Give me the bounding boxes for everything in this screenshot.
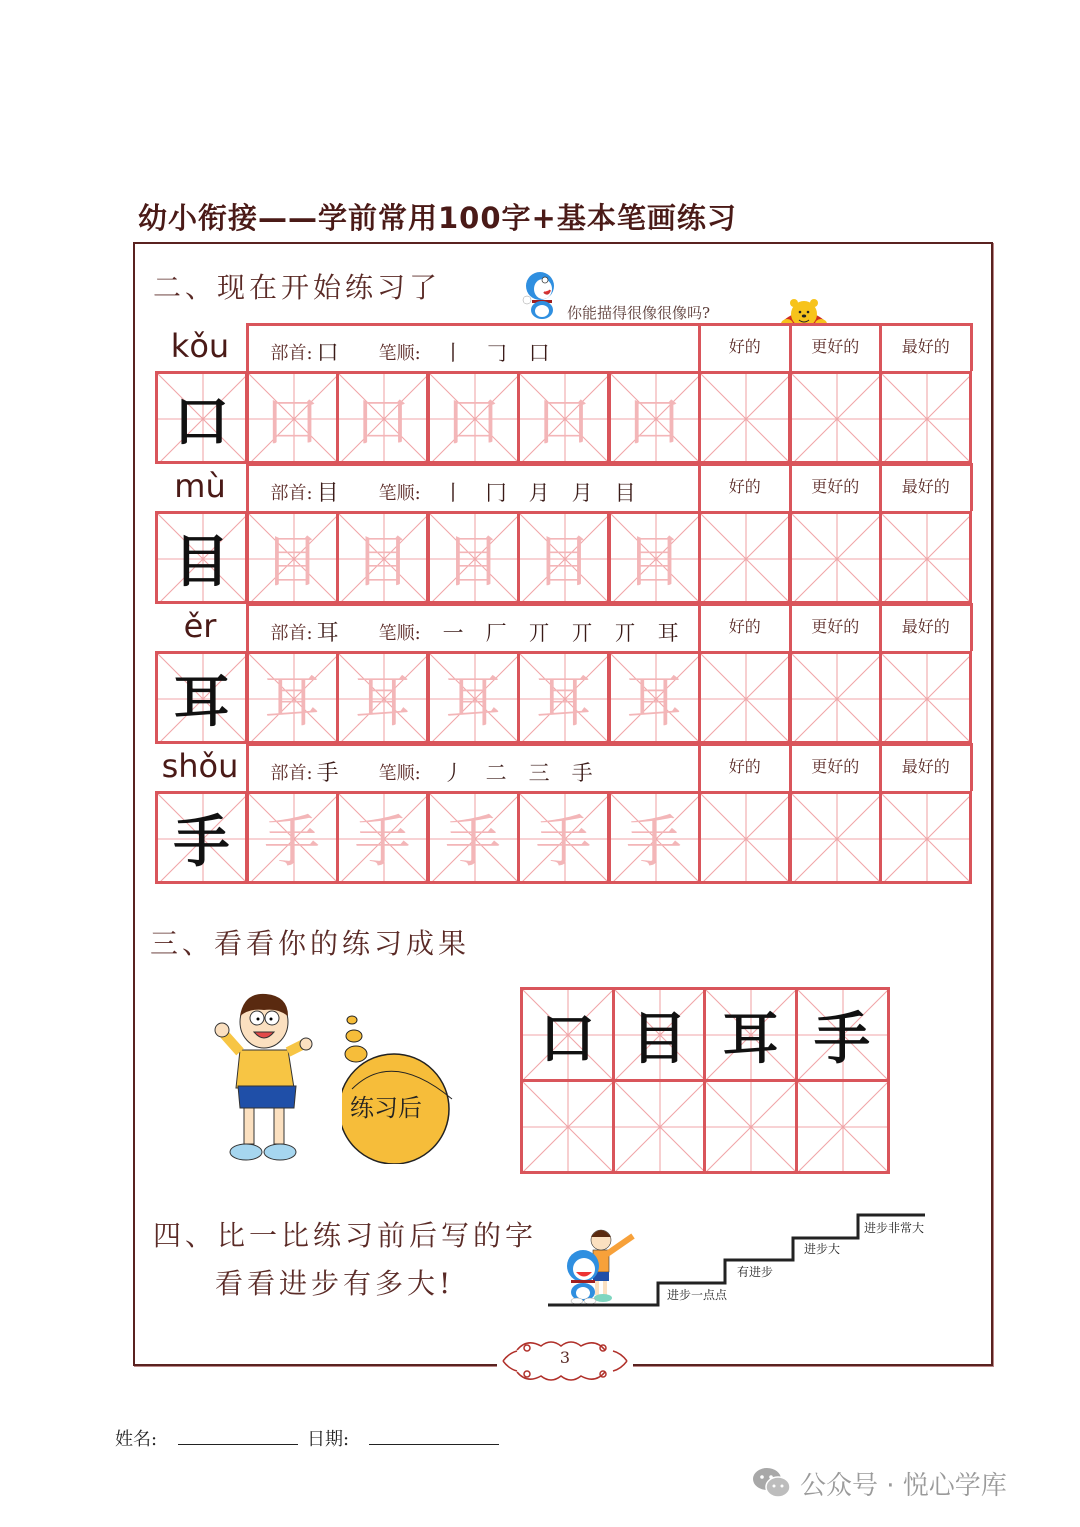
model-char-cell — [155, 791, 248, 884]
bubble-label: 练习后 — [350, 1094, 422, 1122]
trace-char: 目 — [535, 529, 592, 595]
stroke-step: 手 — [571, 760, 593, 785]
section4-line2: 看看进步有多大! — [215, 1267, 455, 1300]
radical-label: 部首: — [270, 482, 313, 504]
trace-char-cell[interactable] — [517, 651, 610, 744]
trace-char-cell[interactable] — [517, 371, 610, 464]
result-char-cell — [520, 987, 615, 1082]
free-practice-cell[interactable] — [879, 371, 972, 464]
free-practice-cell[interactable] — [789, 651, 882, 744]
stroke-order-label: 笔顺: — [378, 482, 421, 504]
trace-char: 口 — [626, 389, 682, 455]
rating-label: 更好的 — [789, 463, 883, 511]
rating-label: 更好的 — [789, 603, 883, 651]
trace-char-cell[interactable] — [246, 371, 339, 464]
stroke-step: 厂 — [485, 620, 507, 645]
result-char: 目 — [631, 1005, 687, 1072]
rating-label: 最好的 — [879, 743, 973, 791]
stair-label-3: 进步大 — [804, 1242, 841, 1256]
result-practice-cell[interactable] — [612, 1079, 707, 1174]
trace-char-cell[interactable] — [427, 651, 520, 744]
trace-char: 手 — [445, 809, 501, 875]
result-char: 手 — [814, 1005, 870, 1072]
free-practice-cell[interactable] — [698, 791, 791, 884]
trace-char-cell[interactable] — [608, 791, 701, 884]
trace-char: 口 — [535, 389, 592, 455]
trace-char: 手 — [626, 809, 682, 875]
trace-char: 口 — [354, 389, 411, 455]
stroke-info — [271, 616, 679, 647]
model-char-cell — [155, 511, 248, 604]
stroke-step: 目 — [614, 480, 636, 505]
name-label: 姓名: — [115, 1429, 158, 1450]
result-char-cell — [703, 987, 798, 1082]
free-practice-cell[interactable] — [879, 791, 972, 884]
trace-char-cell[interactable] — [246, 791, 339, 884]
stroke-step: 耳 — [657, 620, 679, 645]
stroke-info — [271, 336, 550, 367]
date-label: 日期: — [307, 1429, 350, 1450]
stroke-order — [421, 477, 636, 507]
result-char-cell — [795, 987, 890, 1082]
stair-label-4: 进步非常大 — [864, 1221, 925, 1235]
page-number: 3 — [559, 1348, 571, 1367]
free-practice-cell[interactable] — [879, 651, 972, 744]
trace-char: 耳 — [445, 669, 501, 735]
stroke-info-header — [246, 323, 702, 371]
date-field[interactable] — [369, 1444, 499, 1445]
pinyin-label: mù — [174, 467, 226, 505]
radical-label: 部首: — [270, 762, 313, 784]
result-practice-cell[interactable] — [795, 1079, 890, 1174]
stair-label-2: 有进步 — [737, 1265, 774, 1279]
radical-value: 耳 — [316, 621, 339, 646]
stroke-step: 一 — [442, 620, 464, 645]
section4-line1: 四、比一比练习前后写的字 — [153, 1219, 538, 1252]
radical-value: 目 — [316, 481, 339, 506]
free-practice-cell[interactable] — [698, 651, 791, 744]
model-char-cell — [155, 371, 248, 464]
trace-char-cell[interactable] — [517, 791, 610, 884]
rating-label: 好的 — [698, 323, 792, 371]
rating-label: 最好的 — [879, 603, 973, 651]
result-char: 耳 — [722, 1005, 779, 1072]
stroke-step: 丨 — [442, 480, 464, 505]
model-char-cell — [155, 651, 248, 744]
pinyin-label: shǒu — [161, 747, 239, 785]
trace-char-cell[interactable] — [336, 791, 429, 884]
stroke-step: 口 — [528, 340, 550, 365]
stroke-info — [271, 476, 636, 507]
name-field[interactable] — [178, 1444, 298, 1445]
free-practice-cell[interactable] — [789, 371, 882, 464]
radical-label: 部首: — [270, 622, 313, 644]
free-practice-cell[interactable] — [879, 511, 972, 604]
stroke-step: 丌 — [614, 620, 636, 645]
model-char: 目 — [173, 528, 230, 595]
stroke-step: 二 — [485, 760, 507, 785]
rating-label: 最好的 — [879, 323, 973, 371]
result-char-cell — [612, 987, 707, 1082]
trace-char-cell[interactable] — [427, 371, 520, 464]
trace-char: 手 — [264, 809, 320, 875]
trace-char: 耳 — [264, 669, 320, 735]
stroke-order-label: 笔顺: — [378, 342, 421, 364]
stroke-step: 月 — [528, 480, 550, 505]
stroke-step: 丌 — [571, 620, 593, 645]
trace-char-cell[interactable] — [427, 791, 520, 884]
radical-value: 口 — [316, 341, 339, 366]
result-practice-cell[interactable] — [520, 1079, 615, 1174]
result-practice-cell[interactable] — [703, 1079, 798, 1174]
trace-char-cell[interactable] — [246, 511, 339, 604]
radical-label: 部首: — [270, 342, 313, 364]
free-practice-cell[interactable] — [698, 511, 791, 604]
trace-char: 目 — [354, 529, 411, 595]
trace-char-cell[interactable] — [608, 371, 701, 464]
trace-char-cell[interactable] — [246, 651, 339, 744]
trace-char-cell[interactable] — [336, 371, 429, 464]
rating-label: 更好的 — [789, 743, 883, 791]
free-practice-cell[interactable] — [698, 371, 791, 464]
free-practice-cell[interactable] — [789, 511, 882, 604]
rating-label: 最好的 — [879, 463, 973, 511]
pinyin-label: kǒu — [170, 327, 230, 365]
pinyin-label: ěr — [183, 607, 217, 645]
stroke-step: 三 — [528, 760, 550, 785]
stroke-order — [421, 617, 679, 647]
doraemon-icon — [522, 270, 562, 320]
speech-text: 你能描得很像很像吗? — [567, 304, 711, 322]
rating-label: 好的 — [698, 603, 792, 651]
stroke-info-header — [246, 603, 702, 651]
trace-char: 口 — [264, 389, 320, 455]
result-char: 口 — [539, 1005, 596, 1072]
trace-char-cell[interactable] — [608, 511, 701, 604]
section3-heading: 三、看看你的练习成果 — [150, 927, 471, 960]
trace-char: 耳 — [354, 669, 411, 735]
radical-value: 手 — [316, 761, 339, 786]
stroke-order — [421, 337, 550, 367]
stroke-order-label: 笔顺: — [378, 762, 421, 784]
stroke-info-header — [246, 743, 702, 791]
free-practice-cell[interactable] — [789, 791, 882, 884]
trace-char-cell[interactable] — [427, 511, 520, 604]
trace-char: 耳 — [535, 669, 592, 735]
stroke-order — [421, 757, 593, 787]
page-number-ornament — [497, 1336, 633, 1386]
stroke-step: 丨 — [442, 340, 464, 365]
trace-char-cell[interactable] — [336, 511, 429, 604]
trace-char: 目 — [626, 529, 682, 595]
trace-char-cell[interactable] — [517, 511, 610, 604]
stroke-step: 月 — [571, 480, 593, 505]
stroke-info-header — [246, 463, 702, 511]
stroke-step: 丌 — [528, 620, 550, 645]
stair-label-1: 进步一点点 — [667, 1288, 728, 1302]
stroke-order-label: 笔顺: — [378, 622, 421, 644]
trace-char: 手 — [354, 809, 411, 875]
trace-char: 口 — [445, 389, 501, 455]
wechat-icon — [752, 1466, 792, 1500]
section2-heading: 二、现在开始练习了 — [153, 271, 442, 304]
model-char: 手 — [173, 808, 230, 875]
rating-label: 好的 — [698, 743, 792, 791]
stroke-step: 丿 — [442, 760, 464, 785]
stroke-step: 冂 — [485, 480, 507, 505]
model-char: 耳 — [173, 668, 230, 735]
trace-char: 目 — [264, 529, 320, 595]
rating-label: 更好的 — [789, 323, 883, 371]
trace-char-cell[interactable] — [608, 651, 701, 744]
watermark-text: 公众号 · 悦心学库 — [800, 1471, 1007, 1501]
stroke-step: 𠃌 — [485, 340, 507, 365]
trace-char-cell[interactable] — [336, 651, 429, 744]
trace-char: 手 — [535, 809, 592, 875]
rating-label: 好的 — [698, 463, 792, 511]
model-char: 口 — [173, 388, 230, 455]
stroke-info — [271, 756, 593, 787]
trace-char: 耳 — [626, 669, 682, 735]
nobita-illustration — [212, 992, 317, 1164]
trace-char: 目 — [445, 529, 501, 595]
page-title: 幼小衔接——学前常用100字+基本笔画练习 — [138, 201, 737, 235]
